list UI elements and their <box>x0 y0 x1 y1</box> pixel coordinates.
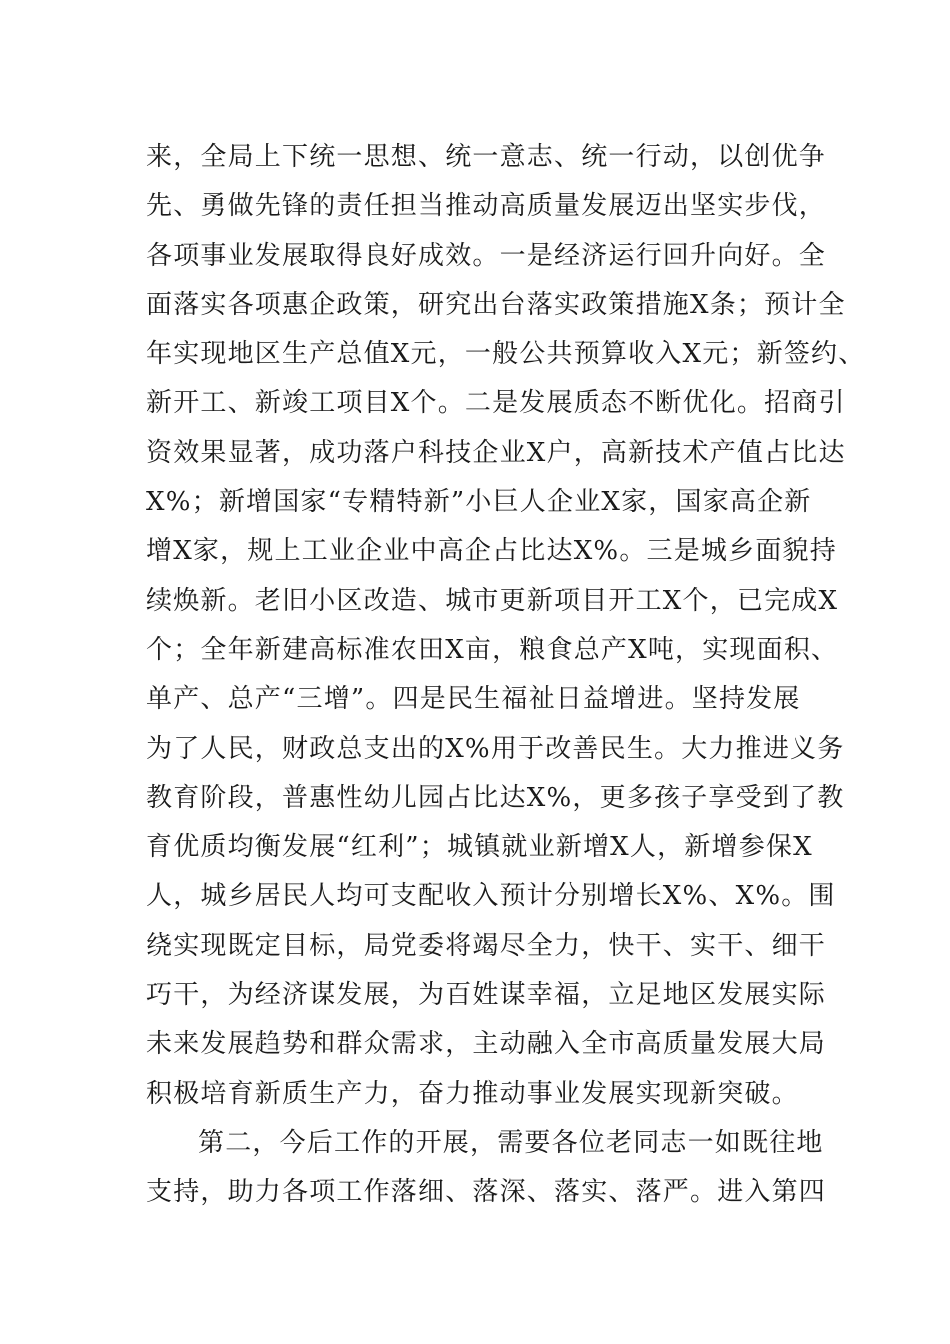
text-line: 面落实各项惠企政策，研究出台落实政策措施X条；预计全 <box>146 289 846 320</box>
text-line: 单产、总产“三增”。四是民生福祉日益增进。坚持发展 <box>146 684 801 715</box>
text-line: 支持，助力各项工作落细、落深、落实、落严。进入第四 <box>146 1177 827 1208</box>
text-line: 先、勇做先锋的责任担当推动高质量发展迈出坚实步伐， <box>146 191 827 222</box>
paragraph-first-line: 第二，今后工作的开展，需要各位老同志一如既往地 <box>198 1127 824 1158</box>
text-line: 各项事业发展取得良好成效。一是经济运行回升向好。全 <box>146 240 827 271</box>
text-line: X%；新增国家“专精特新”小巨人企业X家，国家高企新 <box>146 487 812 518</box>
text-line: 积极培育新质生产力，奋力推动事业发展实现新突破。 <box>146 1078 799 1109</box>
text-line: 新开工、新竣工项目X个。二是发展质态不断优化。招商引 <box>146 388 846 419</box>
text-line: 教育阶段，普惠性幼儿园占比达X%，更多孩子享受到了教 <box>146 782 845 813</box>
text-line: 绕实现既定目标，局党委将竭尽全力，快干、实干、细干 <box>146 930 827 961</box>
text-line: 资效果显著，成功落户科技企业X户，高新技术产值占比达 <box>146 437 846 468</box>
text-line: 为了人民，财政总支出的X%用于改善民生。大力推进义务 <box>146 733 845 764</box>
text-line: 育优质均衡发展“红利”；城镇就业新增X人，新增参保X <box>146 832 813 863</box>
text-line: 巧干，为经济谋发展，为百姓谋幸福，立足地区发展实际 <box>146 980 827 1011</box>
body-text <box>146 133 866 1218</box>
text-line: 续焕新。老旧小区改造、城市更新项目开工X个，已完成X <box>146 585 839 616</box>
text-line: 来，全局上下统一思想、统一意志、统一行动，以创优争 <box>146 142 827 172</box>
text-line: 增X家，规上工业企业中高企占比达X%。三是城乡面貌持 <box>146 536 837 567</box>
text-line: 年实现地区生产总值X元，一般公共预算收入X元；新签约、 <box>146 339 866 370</box>
text-line: 未来发展趋势和群众需求，主动融入全市高质量发展大局 <box>146 1029 827 1060</box>
text-line: 个；全年新建高标准农田X亩，粮食总产X吨，实现面积、 <box>146 634 839 665</box>
text-line: 人，城乡居民人均可支配收入预计分别增长X%、X%。围 <box>146 881 836 912</box>
